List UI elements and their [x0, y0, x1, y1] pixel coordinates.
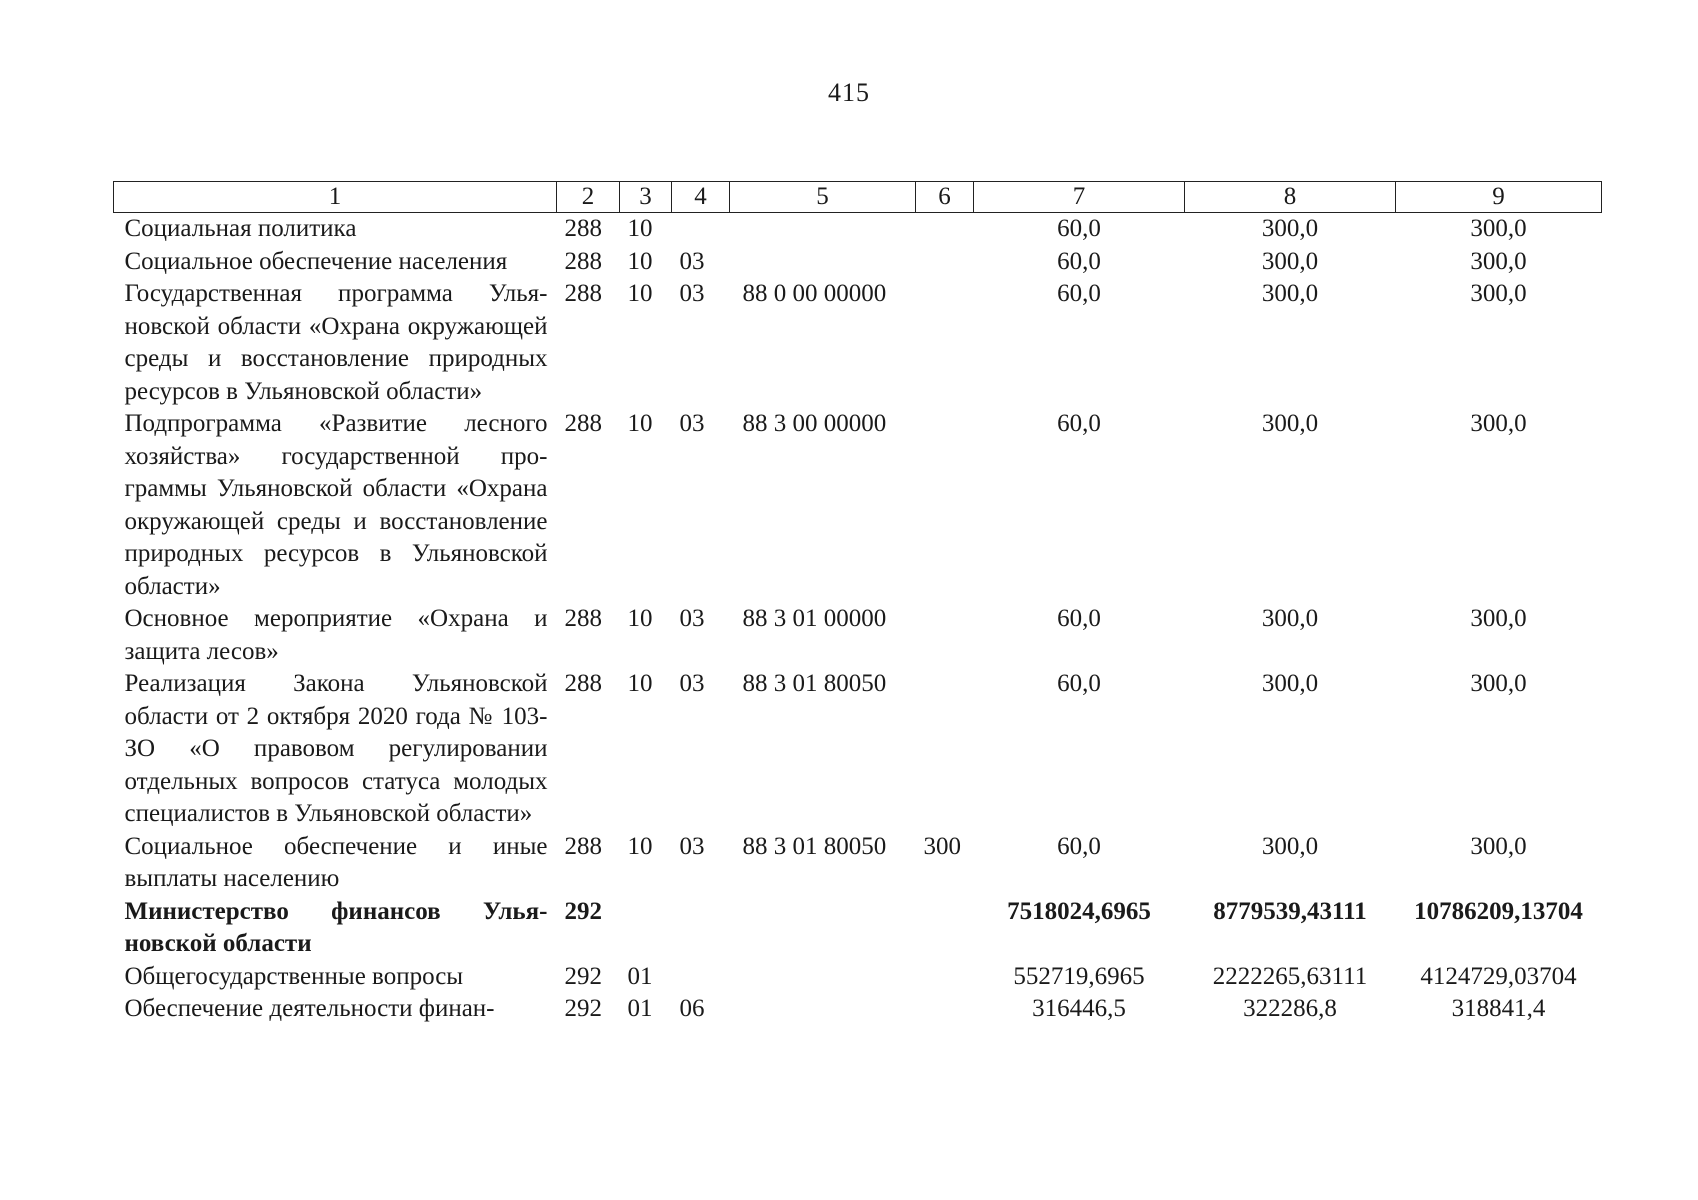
row-code-2: 292: [564, 962, 602, 990]
row-value-8: 300,0: [1261, 280, 1319, 307]
row-name: Реализация Закона Ульяновской области от 2 октября 2020 года № 103-ЗО «О правовом регулировании отдельных вопросов статуса молодых специалистов в Ульяновской области»: [124, 670, 548, 827]
row-value-9: 300,0: [1470, 247, 1527, 275]
row-value-7: 60,0: [1057, 605, 1101, 632]
header-cell-1: 1: [114, 182, 557, 213]
row-code-2: 288: [564, 605, 602, 632]
row-code-4: 03: [679, 832, 705, 860]
table-row: [114, 246, 1602, 279]
row-code-3: 01: [627, 995, 653, 1022]
row-code-4: 03: [679, 410, 705, 437]
row-code-5: [730, 896, 916, 961]
table-body: [114, 213, 1602, 1026]
header-cell-6: 6: [916, 182, 974, 213]
row-code-2: 288: [564, 832, 602, 860]
row-code-3: 10: [627, 832, 653, 860]
row-value-9: 10786209,13704: [1414, 897, 1583, 925]
table-row: [114, 896, 1602, 961]
row-code-5: 88 3 01 80050: [742, 832, 887, 860]
row-name: Социальная политика: [124, 215, 357, 242]
row-value-7: 7518024,6965: [1007, 897, 1151, 925]
row-code-4: [672, 213, 730, 246]
header-cell-8: 8: [1185, 182, 1396, 213]
header-cell-5: 5: [730, 182, 916, 213]
row-value-8: 300,0: [1261, 605, 1319, 632]
row-code-6: [916, 246, 974, 279]
table-row: [114, 961, 1602, 994]
row-code-5: [730, 961, 916, 994]
row-name: Социальное обеспечение населения: [124, 247, 508, 275]
row-value-8: 322286,8: [1243, 995, 1337, 1022]
table-row: [114, 213, 1602, 246]
row-code-6: [916, 408, 974, 603]
row-code-2: 288: [564, 280, 602, 307]
row-name: Обеспечение деятельности финан-: [124, 995, 495, 1022]
row-code-4: 03: [679, 670, 705, 697]
row-code-2: 288: [564, 215, 602, 242]
table-row: [114, 278, 1602, 408]
row-code-5: 88 3 01 80050: [742, 670, 887, 697]
page-number: 415: [828, 78, 870, 107]
row-value-9: 300,0: [1470, 832, 1527, 860]
row-code-6: [916, 993, 974, 1026]
header-cell-7: 7: [974, 182, 1185, 213]
table-row: [114, 831, 1602, 896]
table-row: [114, 668, 1602, 831]
row-value-8: 300,0: [1261, 247, 1319, 275]
row-code-4: [672, 896, 730, 961]
row-code-6: [916, 961, 974, 994]
row-code-4: 03: [679, 280, 705, 307]
row-value-7: 60,0: [1057, 215, 1101, 242]
row-code-4: 03: [679, 605, 705, 632]
row-code-5: 88 3 01 00000: [742, 605, 887, 632]
row-code-3: 10: [627, 280, 653, 307]
row-name: Социальное обеспечение и иные выплаты населению: [124, 832, 548, 892]
row-code-6: [916, 278, 974, 408]
row-code-5: [730, 213, 916, 246]
table-row: [114, 408, 1602, 603]
table-row: [114, 603, 1602, 668]
row-value-9: 300,0: [1470, 410, 1527, 437]
row-code-6: [916, 603, 974, 668]
row-code-2: 288: [564, 670, 602, 697]
row-code-5: 88 3 00 00000: [742, 410, 887, 437]
row-code-2: 292: [564, 995, 602, 1022]
row-value-8: 300,0: [1261, 215, 1319, 242]
row-value-7: 316446,5: [1032, 995, 1126, 1022]
header-cell-4: 4: [672, 182, 730, 213]
header-cell-2: 2: [557, 182, 620, 213]
row-code-3: 10: [627, 605, 653, 632]
row-code-4: [672, 961, 730, 994]
table-header: [114, 182, 1602, 213]
budget-table: [113, 181, 1602, 1026]
row-code-2: 288: [564, 410, 602, 437]
row-value-7: 60,0: [1057, 832, 1101, 860]
row-code-6: [916, 668, 974, 831]
table-row: [114, 993, 1602, 1026]
row-value-8: 300,0: [1261, 832, 1319, 860]
row-name: Основное мероприятие «Охрана и защита лесов»: [124, 605, 548, 665]
row-code-3: 10: [627, 215, 653, 242]
row-code-6: 300: [923, 832, 961, 860]
row-value-9: 300,0: [1470, 215, 1527, 242]
header-row: [114, 182, 1602, 213]
row-code-3: [620, 896, 672, 961]
row-value-9: 300,0: [1470, 605, 1527, 632]
row-code-5: [730, 993, 916, 1026]
header-cell-3: 3: [620, 182, 672, 213]
budget-table-container: [113, 181, 1601, 1026]
row-code-3: 01: [627, 962, 653, 990]
row-name: Подпрограмма «Развитие лесного хозяйства» государственной программы Ульяновской области «Охрана окружающей среды и восстановление природных ресурсов в Ульяновской области»: [124, 410, 548, 600]
row-code-3: 10: [627, 410, 653, 437]
row-code-5: 88 0 00 00000: [742, 280, 887, 307]
row-value-9: 300,0: [1470, 280, 1527, 307]
row-value-8: 300,0: [1261, 410, 1319, 437]
row-code-3: 10: [627, 247, 653, 275]
row-code-4: 03: [679, 247, 705, 275]
row-code-2: 288: [564, 247, 602, 275]
row-code-4: 06: [679, 995, 705, 1022]
header-cell-9: 9: [1396, 182, 1602, 213]
row-value-8: 300,0: [1261, 670, 1319, 697]
row-name: Министерство финансов Ульяновской области: [124, 897, 548, 957]
row-value-8: 8779539,43111: [1213, 897, 1367, 925]
row-value-7: 552719,6965: [1013, 962, 1145, 990]
row-value-9: 4124729,03704: [1420, 962, 1577, 990]
row-code-3: 10: [627, 670, 653, 697]
row-code-6: [916, 896, 974, 961]
row-code-2: 292: [564, 897, 602, 925]
row-value-7: 60,0: [1057, 410, 1101, 437]
row-value-9: 300,0: [1470, 670, 1527, 697]
row-value-9: 318841,4: [1451, 995, 1546, 1022]
row-value-7: 60,0: [1057, 280, 1101, 307]
row-value-8: 2222265,63111: [1212, 962, 1368, 990]
row-value-7: 60,0: [1057, 670, 1101, 697]
row-code-5: [730, 246, 916, 279]
row-value-7: 60,0: [1057, 247, 1101, 275]
row-code-6: [916, 213, 974, 246]
row-name: Общегосударственные вопросы: [124, 962, 464, 990]
row-name: Государственная программа Ульяновской области «Охрана окружающей среды и восстановление природных ресурсов в Ульяновской области»: [124, 280, 548, 405]
